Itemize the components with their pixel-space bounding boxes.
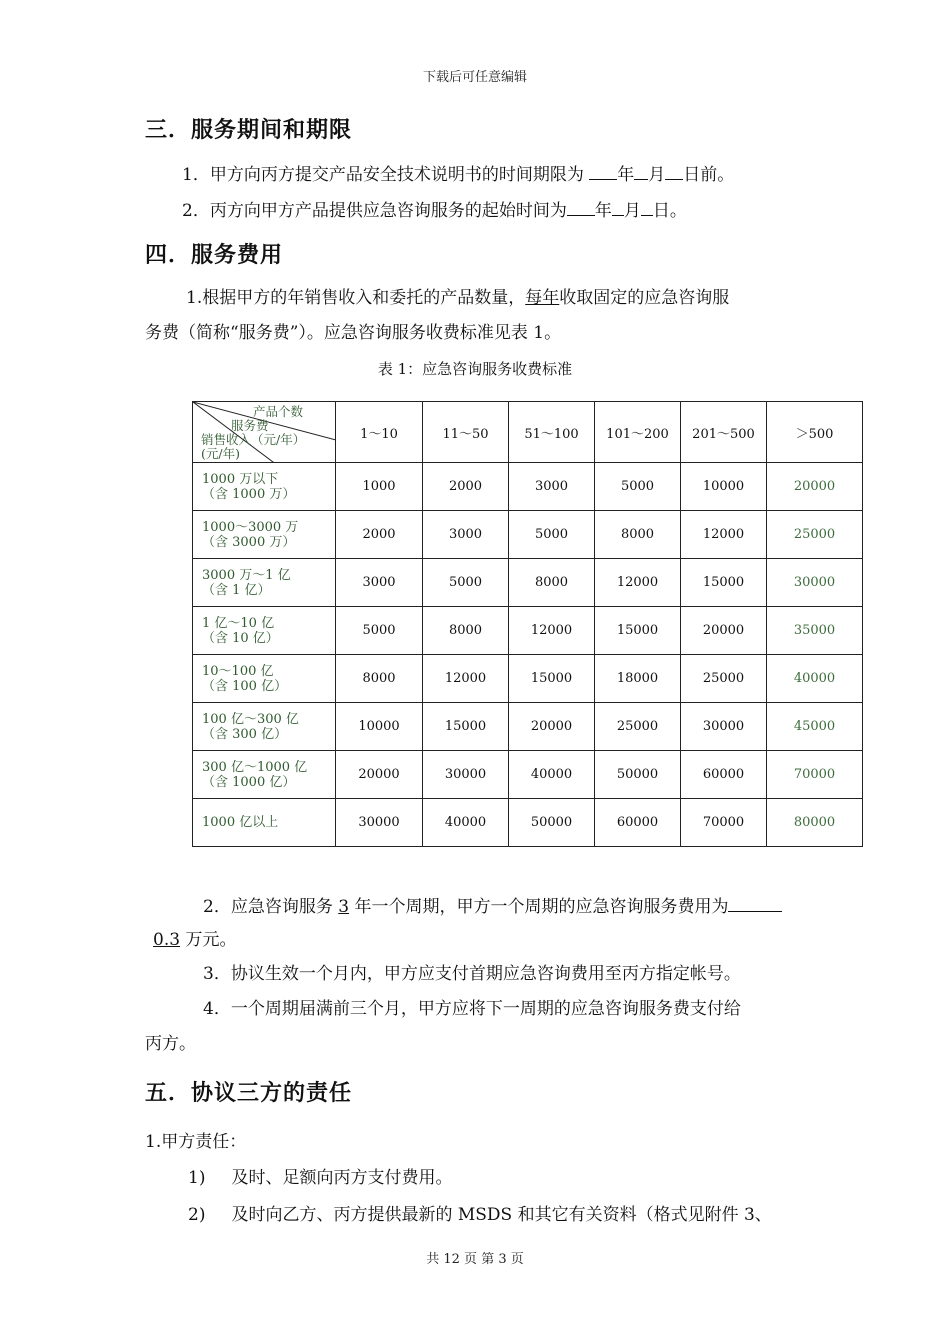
table-cell: 20000 [767,463,863,511]
table-header-row [193,402,863,463]
underlined-text: 3 [338,897,350,917]
table-cell: 35000 [767,607,863,655]
table-cell: 15000 [595,607,681,655]
section-5-title: 五．协议三方的责任 [145,1081,353,1106]
table-cell: 20000 [681,607,767,655]
underlined-text: 每年 [525,288,560,308]
column-header: ＞500 [767,402,863,463]
table-cell: 20000 [509,703,595,751]
text: 2．丙方向甲方产品提供应急咨询服务的起始时间为 [182,201,567,221]
section-3-item-1 [182,161,734,187]
table-cell: 15000 [509,655,595,703]
text: 年 [594,201,612,221]
table-cell: 60000 [595,799,681,847]
row-header [193,703,336,751]
row-header-line-2: （含 3000 万） [202,534,296,550]
row-header [193,799,336,847]
section-3-title: 三．服务期间和期限 [145,118,353,143]
section-3-item-2 [182,197,687,223]
table-cell: 5000 [595,463,681,511]
table-cell: 12000 [509,607,595,655]
table-cell: 60000 [681,751,767,799]
table-cell: 50000 [595,751,681,799]
table-cell: 25000 [767,511,863,559]
page-header: 下载后可任意编辑 [422,70,527,85]
column-header: 11～50 [423,402,509,463]
row-header [193,607,336,655]
table-cell: 70000 [681,799,767,847]
section-4-item-1-line-2: 务费（简称“服务费”）。应急咨询服务收费标准见表 1。 [145,323,562,343]
section-5-list-item-2 [188,1203,772,1227]
table-cell: 40000 [509,751,595,799]
table-cell: 5000 [509,511,595,559]
table-row [193,463,863,511]
table-cell: 20000 [336,751,423,799]
row-header-line-2: （含 1 亿） [202,582,271,598]
corner-label-revenue: 销售收入（元/年） [201,432,306,447]
text: 1．甲方向丙方提交产品安全技术说明书的时间期限为 [182,165,590,185]
row-header [193,655,336,703]
row-header-line-1: 1 亿～10 亿 [202,615,275,631]
table-cell: 25000 [595,703,681,751]
row-header-line-1: 1000～3000 万 [202,519,299,535]
table-row [193,559,863,607]
section-4-item-4-line-2: 丙方。 [145,1034,196,1054]
table-cell: 40000 [767,655,863,703]
table-cell: 12000 [423,655,509,703]
table-cell: 30000 [423,751,509,799]
table-row [193,703,863,751]
table-cell: 45000 [767,703,863,751]
row-header-line-2: （含 300 亿） [202,726,288,742]
row-header-line-1: 300 亿～1000 亿 [202,759,308,775]
column-header: 201～500 [681,402,767,463]
table-cell: 8000 [595,511,681,559]
text: 日。 [652,201,687,221]
section-5-list-item-1 [188,1166,452,1190]
table-cell: 3000 [423,511,509,559]
row-header [193,751,336,799]
table-cell: 15000 [681,559,767,607]
section-4-title: 四．服务费用 [145,243,284,268]
column-header: 1～10 [336,402,423,463]
table-cell: 8000 [509,559,595,607]
table-cell: 40000 [423,799,509,847]
table-cell: 30000 [681,703,767,751]
table-cell: 5000 [336,607,423,655]
table-row [193,751,863,799]
table-cell: 12000 [681,511,767,559]
table-cell: 3000 [336,559,423,607]
table-cell: 8000 [336,655,423,703]
text: 2．应急咨询服务 [203,897,339,917]
corner-label-fee: 服务费 [231,418,269,433]
section-4-item-2-line-1 [203,893,782,919]
table-cell: 2000 [423,463,509,511]
row-header [193,463,336,511]
table-cell: 80000 [767,799,863,847]
row-header-line-1: 1000 万以下 [202,471,279,487]
diagonal-header [193,402,335,462]
text: 收取固定的应急咨询服 [559,288,730,308]
text: 1.根据甲方的年销售收入和委托的产品数量， [186,288,526,308]
table-cell: 15000 [423,703,509,751]
section-4-item-4-line-1: 4．一个周期届满前三个月，甲方应将下一周期的应急咨询服务费支付给 [203,999,741,1019]
table-cell: 18000 [595,655,681,703]
blank-year [567,197,595,216]
table-cell: 12000 [595,559,681,607]
corner-label-count: 产品个数 [253,404,304,419]
row-header-line-2: （含 100 亿） [202,678,288,694]
table-caption: 表 1：应急咨询服务收费标准 [377,360,573,378]
row-header-line-2: （含 1000 万） [202,486,296,502]
table-cell: 30000 [336,799,423,847]
blank-year [589,161,617,180]
table-cell: 70000 [767,751,863,799]
table-cell: 50000 [509,799,595,847]
row-header-line-1: 3000 万～1 亿 [202,567,291,583]
row-header-line-1: 100 亿～300 亿 [202,711,299,727]
text: 年 [617,165,635,185]
page-footer: 共 12 页 第 3 页 [426,1252,524,1267]
blank-amount [728,893,782,912]
row-header-line-1: 10～100 亿 [202,663,274,679]
table-row [193,511,863,559]
table-row [193,799,863,847]
column-header: 101～200 [595,402,681,463]
text: 月 [623,201,641,221]
section-4-item-2-line-2 [153,928,236,952]
text: 月 [648,165,666,185]
table-cell: 3000 [509,463,595,511]
blank-day [665,161,683,180]
section-5-sub-1: 1.甲方责任： [145,1132,247,1152]
table-row [193,607,863,655]
row-header-line-1: 1000 亿以上 [202,815,279,830]
table-cell: 2000 [336,511,423,559]
table-cell: 25000 [681,655,767,703]
list-number: 2) [188,1205,206,1225]
table-cell: 8000 [423,607,509,655]
amount-value: 0.3 [153,930,181,950]
list-text: 及时向乙方、丙方提供最新的 MSDS 和其它有关资料（格式见附件 3、 [231,1205,772,1225]
text: 日前。 [683,165,735,185]
text: 万元。 [180,930,237,950]
fee-table [192,401,863,847]
table-cell: 10000 [681,463,767,511]
table-row [193,655,863,703]
row-header [193,511,336,559]
blank-month [612,197,624,216]
row-header-line-2: （含 10 亿） [202,630,279,646]
section-4-item-1-line-1 [186,286,729,310]
column-header: 51～100 [509,402,595,463]
blank-day [641,197,653,216]
list-number: 1) [188,1168,206,1188]
text: 年一个周期，甲方一个周期的应急咨询服务费用为 [349,897,729,917]
table-cell: 1000 [336,463,423,511]
table-cell: 5000 [423,559,509,607]
corner-label-unit: (元/年) [201,446,240,461]
table-corner-cell [193,402,336,463]
table-cell: 30000 [767,559,863,607]
row-header-line-2: （含 1000 亿） [202,774,296,790]
list-text: 及时、足额向丙方支付费用。 [231,1168,453,1188]
table-cell: 10000 [336,703,423,751]
row-header [193,559,336,607]
blank-month [634,161,648,180]
section-4-item-3: 3．协议生效一个月内，甲方应支付首期应急咨询费用至丙方指定帐号。 [203,964,741,984]
